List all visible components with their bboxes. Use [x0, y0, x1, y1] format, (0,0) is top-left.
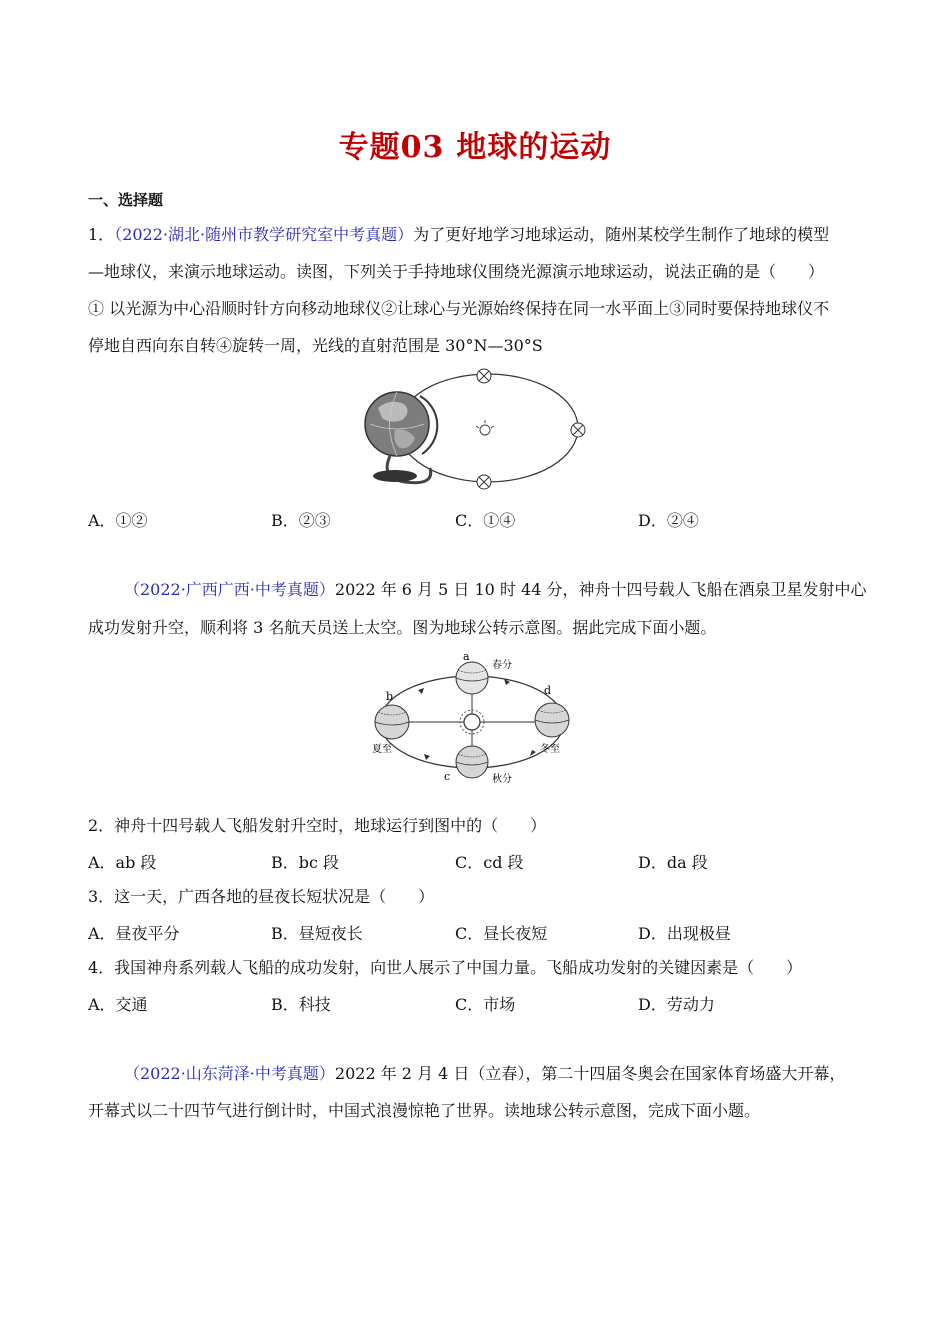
g3-source: （2022·山东菏泽·中考真题）	[124, 1064, 335, 1083]
q3-option-a[interactable]: A．昼夜平分	[88, 924, 180, 943]
earth-a-icon	[456, 662, 488, 694]
q2-option-c[interactable]: C．cd 段	[455, 853, 524, 872]
g3-line-2: 开幕式以二十四节气进行倒计时，中国式浪漫惊艳了世界。读地球公转示意图，完成下面小题。	[88, 1101, 761, 1120]
q2-option-d[interactable]: D．da 段	[638, 853, 708, 872]
g2-line-2: 成功发射升空，顺利将 3 名航天员送上太空。图为地球公转示意图。据此完成下面小题。	[88, 618, 717, 637]
q1-option-a[interactable]: A．①②	[88, 511, 148, 530]
q1-option-b[interactable]: B．②③	[271, 511, 331, 530]
page-title	[0, 122, 950, 166]
q1-option-d[interactable]: D．②④	[638, 511, 699, 530]
q4-stem: 4．我国神舟系列载人飞船的成功发射，向世人展示了中国力量。飞船成功发射的关键因素是（ ）	[88, 958, 803, 977]
title-topic-number: 专题03	[338, 130, 445, 165]
q1-text-1: 为了更好地学习地球运动，随州某校学生制作了地球的模型	[413, 225, 830, 244]
earth-c-icon	[456, 746, 488, 778]
label-autumn: 秋分	[492, 774, 512, 785]
q3-option-b[interactable]: B．昼短夜长	[271, 924, 363, 943]
light-source-icon	[476, 420, 494, 435]
q3-option-d[interactable]: D．出现极昼	[638, 924, 731, 943]
globe-orbit-figure	[360, 368, 600, 498]
q1-number: 1．	[88, 225, 115, 244]
label-a: a	[463, 650, 470, 663]
orbit-globe-top-icon	[477, 369, 491, 383]
earth-b-icon	[375, 705, 409, 739]
q1-line-1	[88, 223, 868, 247]
title-topic-name: 地球的运动	[456, 130, 612, 165]
q2-option-a[interactable]: A．ab 段	[88, 853, 157, 872]
g2-source: （2022·广西广西·中考真题）	[124, 580, 335, 599]
q1-source: （2022·湖北·随州市教学研究室中考真题）	[114, 225, 414, 244]
q1-option-c[interactable]: C．①④	[455, 511, 516, 530]
orbit-globe-right-icon	[571, 423, 585, 437]
label-summer: 夏至	[372, 744, 392, 755]
q1-line-3: ① 以光源为中心沿顺时针方向移动地球仪②让球心与光源始终保持在同一水平面上③同时要保持地球仪不	[88, 299, 830, 318]
q4-option-a[interactable]: A．交通	[88, 995, 148, 1014]
globe-model-icon	[365, 392, 437, 483]
q2-stem: 2．神舟十四号载人飞船发射升空时，地球运行到图中的（ ）	[88, 816, 547, 835]
q1-line-4: 停地自西向东自转④旋转一周，光线的直射范围是 30°N—30°S	[88, 336, 543, 355]
label-b: b	[386, 690, 394, 703]
q3-option-c[interactable]: C．昼长夜短	[455, 924, 548, 943]
g2-line-1	[124, 578, 904, 602]
label-winter: 冬至	[540, 744, 560, 755]
q4-option-d[interactable]: D．劳动力	[638, 995, 715, 1014]
sun-icon	[460, 710, 484, 734]
q2-option-b[interactable]: B．bc 段	[271, 853, 340, 872]
orbit-arrow-left-icon	[418, 688, 424, 694]
q4-option-b[interactable]: B．科技	[271, 995, 331, 1014]
g3-text-1: 2022 年 2 月 4 日（立春），第二十四届冬奥会在国家体育场盛大开幕，	[334, 1064, 846, 1083]
orbit-arrow-bottom-icon	[424, 754, 430, 760]
label-c: c	[444, 770, 451, 783]
orbit-globe-bottom-icon	[477, 475, 491, 489]
q3-stem: 3．这一天，广西各地的昼夜长短状况是（ ）	[88, 887, 435, 906]
q4-option-c[interactable]: C．市场	[455, 995, 516, 1014]
earth-d-icon	[535, 703, 569, 737]
earth-revolution-figure	[360, 648, 600, 790]
section-heading: 一、选择题	[88, 191, 164, 209]
label-d: d	[544, 684, 552, 697]
q1-line-2: —地球仪，来演示地球运动。读图，下列关于手持地球仪围绕光源演示地球运动，说法正确的是（ ）	[88, 262, 825, 281]
g2-text-1: 2022 年 6 月 5 日 10 时 44 分，神舟十四号载人飞船在酒泉卫星发射中心	[334, 580, 867, 599]
label-spring: 春分	[492, 660, 512, 671]
g3-line-1	[124, 1062, 904, 1086]
